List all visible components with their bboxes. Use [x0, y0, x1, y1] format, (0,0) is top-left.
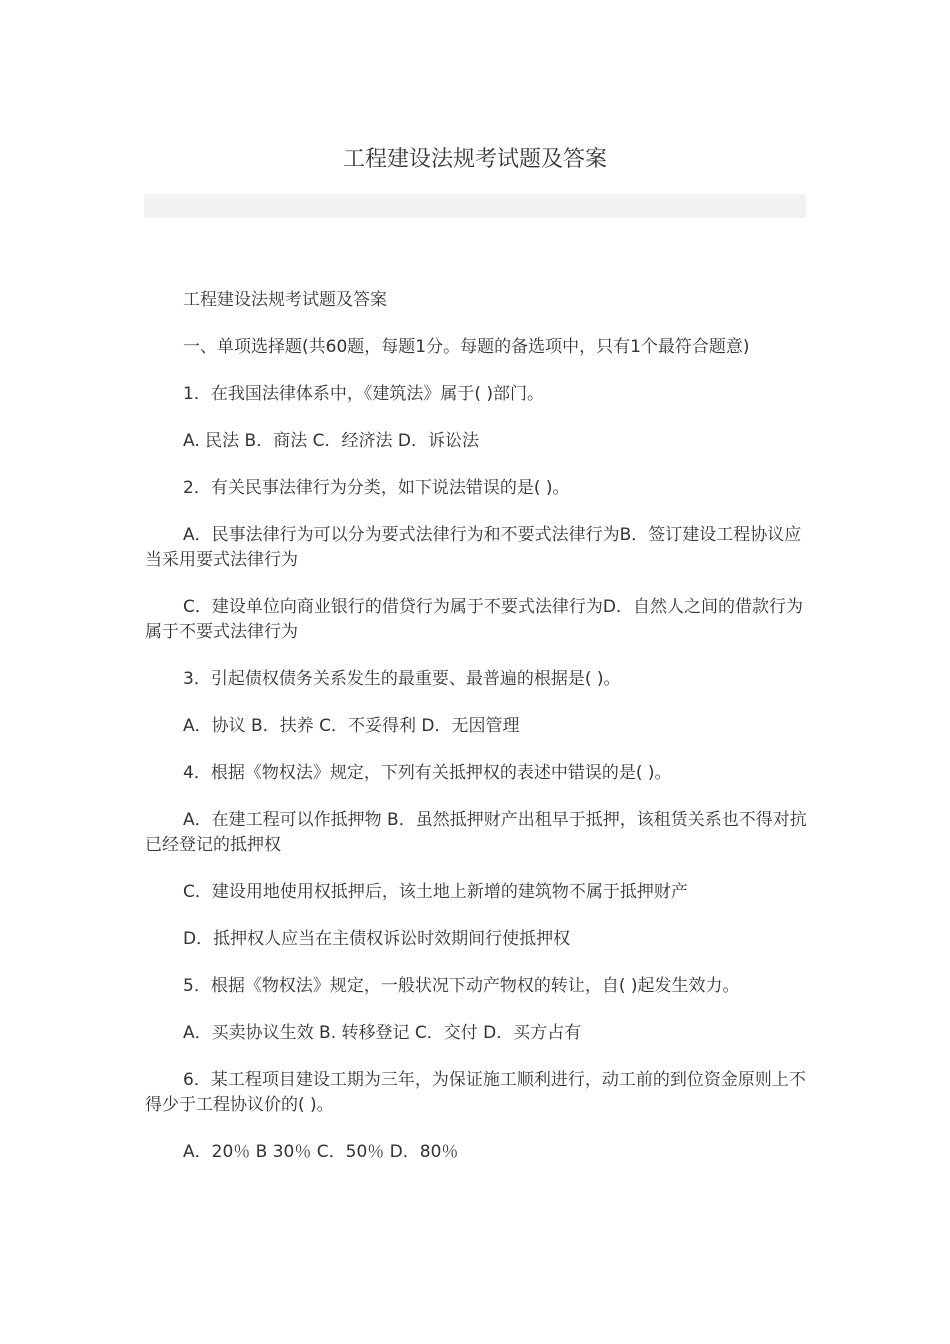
- question-1: 1．在我国法律体系中，《建筑法》属于( )部门。: [183, 384, 544, 404]
- document-body: [145, 288, 807, 1187]
- question-1-options: A. 民法 B．商法 C．经济法 D．诉讼法: [183, 431, 479, 451]
- question-2-options-ab: A．民事法律行为可以分为要式法律行为和不要式法律行为B．签订建设工程协议应当采用要式法律行为: [145, 525, 802, 570]
- question-4-option-d: D．抵押权人应当在主债权诉讼时效期间行使抵押权: [183, 929, 571, 949]
- question-4: 4．根据《物权法》规定，下列有关抵押权的表述中错误的是( )。: [183, 763, 672, 783]
- question-5-options: A．买卖协议生效 B. 转移登记 C．交付 D．买方占有: [183, 1023, 582, 1043]
- question-2: 2．有关民事法律行为分类，如下说法错误的是( )。: [183, 478, 570, 498]
- document-title: 工程建设法规考试题及答案: [342, 147, 607, 172]
- question-2-options-cd: C．建设单位向商业银行的借贷行为属于不要式法律行为D．自然人之间的借款行为属于不要式法律行为: [145, 597, 803, 642]
- question-3-options: A．协议 B．扶养 C．不妥得利 D．无因管理: [183, 716, 520, 736]
- question-6-options: A．20％ B 30％ C．50％ D．80％: [183, 1142, 459, 1162]
- question-4-option-c: C．建设用地使用权抵押后，该土地上新增的建筑物不属于抵押财产: [183, 882, 688, 902]
- question-6: 6．某工程项目建设工期为三年，为保证施工顺利进行，动工前的到位资金原则上不得少于工程协议价的( )。: [145, 1070, 806, 1115]
- question-3: 3．引起债权债务关系发生的最重要、最普遍的根据是( )。: [183, 669, 621, 689]
- paragraph-section-intro: 一、单项选择题(共60题，每题1分。每题的备选项中，只有1个最符合题意): [183, 337, 750, 357]
- paragraph-heading: 工程建设法规考试题及答案: [183, 290, 387, 310]
- question-5: 5．根据《物权法》规定，一般状况下动产物权的转让，自( )起发生效力。: [183, 976, 740, 996]
- question-4-options-ab: A．在建工程可以作抵押物 B．虽然抵押财产出租早于抵押，该租赁关系也不得对抗已经登记的抵押权: [145, 810, 807, 855]
- title-divider-bar: [144, 194, 806, 218]
